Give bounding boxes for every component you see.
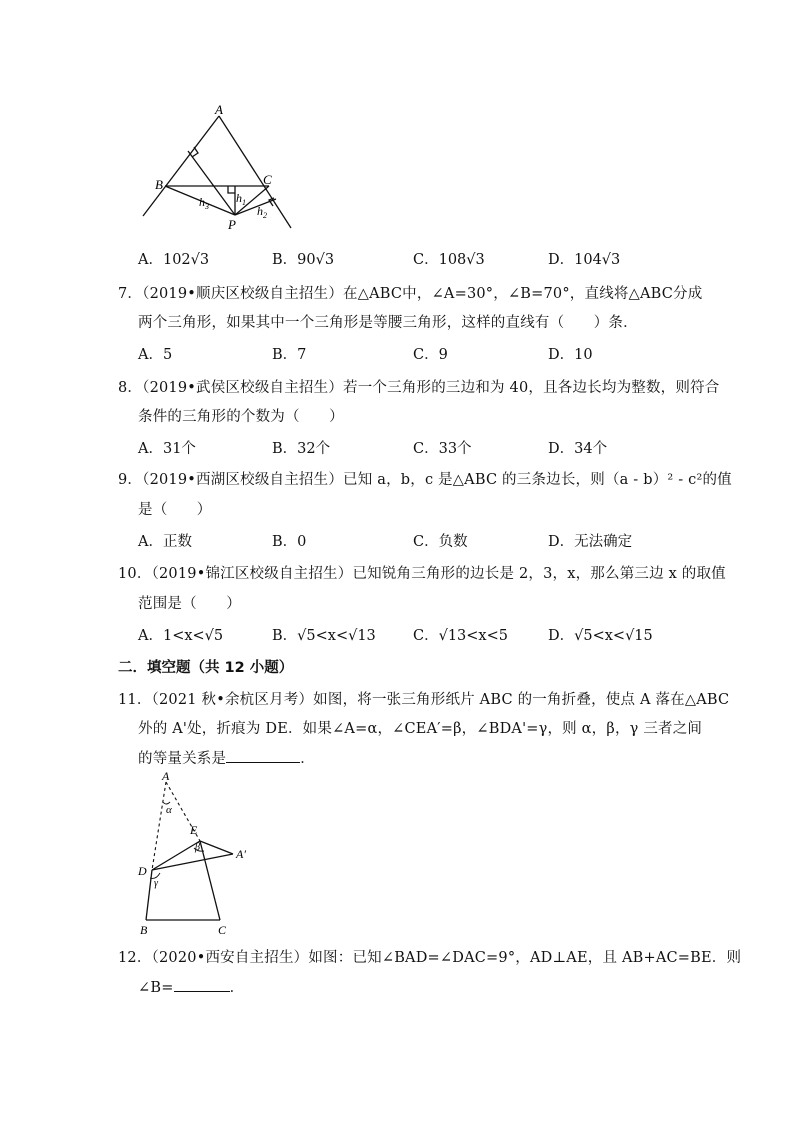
line-a-right [219, 116, 291, 228]
label-a: A [162, 769, 170, 783]
label-h2: h [257, 204, 263, 218]
q6-option-d: D．104√3 [548, 252, 621, 268]
q6-option-c: C．108√3 [413, 252, 485, 268]
q10-option-c: C．√13<x<5 [413, 628, 508, 644]
figure-folded-triangle [130, 768, 270, 938]
label-p: P [228, 217, 236, 232]
q8-option-a: A．31个 [138, 441, 196, 457]
q12-answer-blank[interactable] [174, 977, 230, 992]
q12-line-1: 12．（2020•西安自主招生）如图：已知∠BAD=∠DAC=9°，AD⊥AE，且 AB+AC=BE．则 [118, 950, 742, 966]
q9-line-1: 9．（2019•西湖区校级自主招生）已知 a，b，c 是△ABC 的三条边长，则（a - b）² - c²的值 [118, 472, 732, 488]
q9-option-c: C．负数 [413, 534, 468, 550]
q12-line-2 [138, 976, 244, 997]
q8-option-c: C．33个 [413, 441, 472, 457]
label-a: A [215, 102, 223, 117]
q11-line-3 [138, 747, 315, 768]
label-alpha: α [166, 804, 172, 816]
label-gamma: γ [154, 878, 158, 889]
q10-line-1: 10．（2019•锦江区校级自主招生）已知锐角三角形的边长是 2，3，x，那么第三边 x 的取值 [118, 566, 726, 582]
label-b: B [140, 923, 148, 937]
label-h3-sub: 3 [205, 202, 209, 211]
q11-answer-blank[interactable] [226, 748, 300, 763]
line-a-left [143, 116, 219, 216]
label-e: E [190, 823, 198, 837]
q11-line-1: 11．（2021 秋•余杭区月考）如图，将一张三角形纸片 ABC 的一角折叠，使点 A 落在△ABC [118, 692, 730, 708]
q10-line-2: 范围是（ ） [138, 596, 241, 612]
q9-option-a: A．正数 [138, 534, 192, 550]
segment-ec [200, 841, 220, 920]
q6-option-a: A．102√3 [138, 252, 210, 268]
q8-line-1: 8．（2019•武侯区校级自主招生）若一个三角形的三边和为 40，且各边长均为整数，则符合 [118, 380, 720, 396]
label-d: D [138, 864, 147, 878]
svg-text:h3 [199, 195, 209, 211]
q11-line-3-end: ． [300, 751, 315, 767]
svg-text:h1 [236, 191, 246, 207]
figure-triangle-point-p [135, 102, 305, 232]
label-c: C [263, 172, 272, 187]
q9-option-d: D．无法确定 [548, 534, 633, 550]
q12-line-2-end: ． [229, 980, 245, 996]
q7-option-c: C．9 [413, 347, 448, 363]
q7-line-2: 两个三角形，如果其中一个三角形是等腰三角形，这样的直线有（ ）条． [138, 315, 638, 331]
q9-line-2: 是（ ） [138, 502, 212, 518]
q6-option-b: B．90√3 [272, 252, 335, 268]
q10-option-d: D．√5<x<√15 [548, 628, 653, 644]
q10-option-a: A．1<x<√5 [138, 628, 224, 644]
q8-line-2: 条件的三角形的个数为（ ） [138, 409, 344, 425]
section-heading-fill-in: 二．填空题（共 12 小题） [118, 660, 294, 676]
q7-option-b: B．7 [272, 347, 307, 363]
segment-db [146, 870, 152, 920]
q7-option-a: A．5 [138, 347, 173, 363]
label-h1-sub: 1 [242, 198, 246, 207]
label-h2-sub: 2 [263, 211, 267, 220]
dashed-ad [152, 782, 166, 870]
label-beta: β [195, 842, 200, 853]
q11-line-3-text: 的等量关系是 [138, 751, 227, 767]
q11-line-2: 外的 A'处，折痕为 DE．如果∠A=α，∠CEA′=β，∠BDA'=γ，则 α，β，γ 三者之间 [138, 721, 703, 737]
segment-ea-prime [200, 841, 233, 854]
q10-option-b: B．√5<x<√13 [272, 628, 376, 644]
q7-option-d: D．10 [548, 347, 593, 363]
q9-option-b: B．0 [272, 534, 307, 550]
right-angle-mark-h1 [228, 186, 235, 193]
label-h3: h [199, 195, 205, 209]
q12-line-2-text: ∠B= [138, 980, 174, 996]
q8-option-d: D．34个 [548, 441, 608, 457]
q8-option-b: B．32个 [272, 441, 331, 457]
label-h1: h [236, 191, 242, 205]
label-b: B [155, 177, 163, 192]
label-a-prime: A′ [236, 847, 246, 861]
label-c: C [218, 923, 227, 937]
right-angle-mark-h3 [192, 147, 198, 157]
svg-text:h2 [257, 204, 267, 220]
q7-line-1: 7．（2019•顺庆区校级自主招生）在△ABC中，∠A=30°，∠B=70°，直线将△ABC分成 [118, 286, 703, 302]
